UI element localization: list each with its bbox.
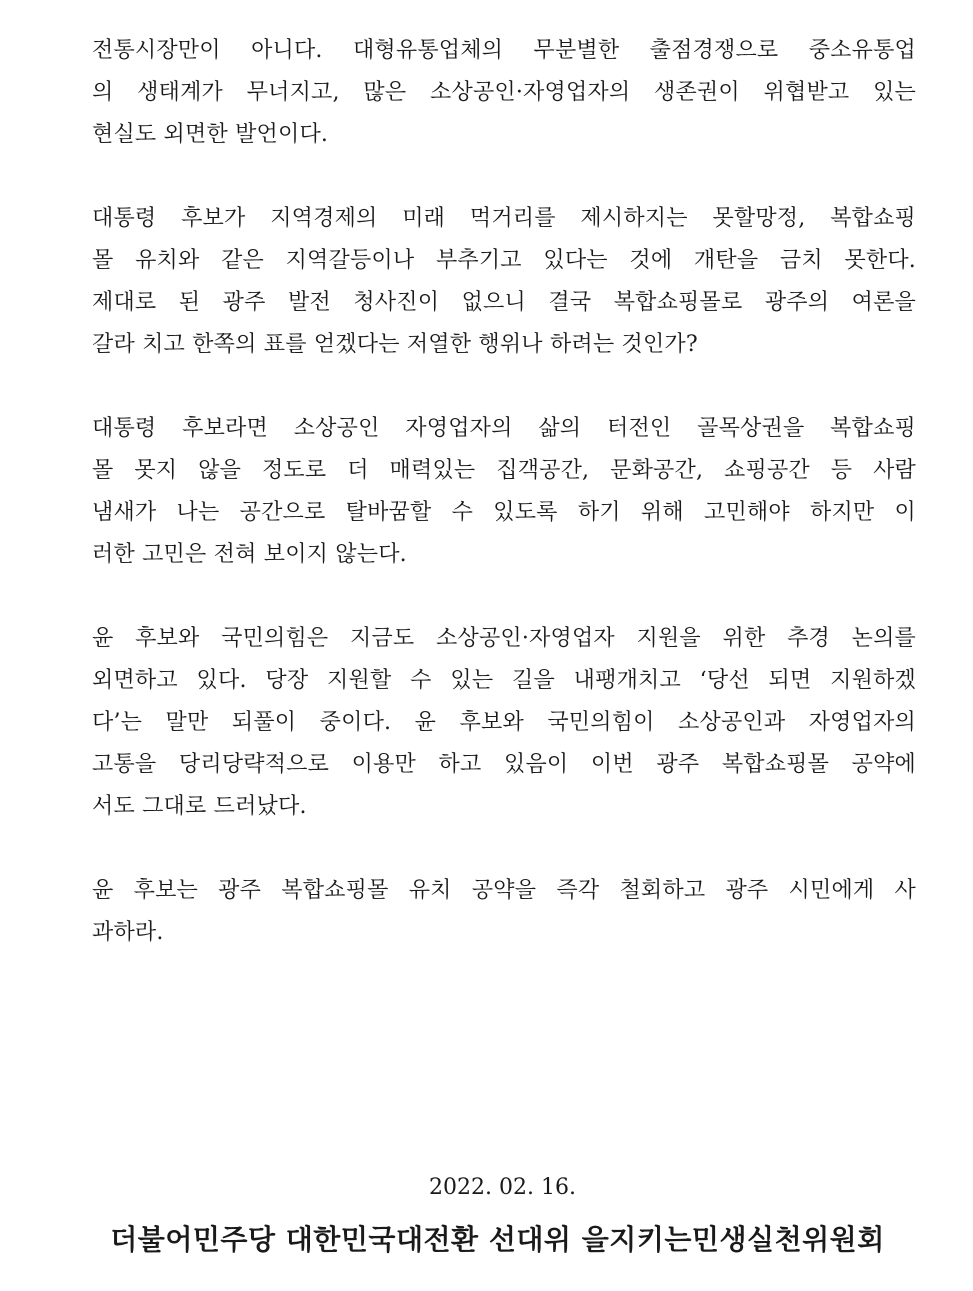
text-line: 대통령 후보라면 소상공인 자영업자의 삶의 터전인 골목상권을 복합쇼핑 [92, 416, 916, 441]
text-line: 몰 유치와 같은 지역갈등이나 부추기고 있다는 것에 개탄을 금치 못한다. [92, 248, 916, 273]
text-line: 몰 못지 않을 정도로 더 매력있는 집객공간, 문화공간, 쇼핑공간 등 사람 [92, 458, 916, 483]
paragraph-2 [92, 198, 916, 366]
text-line: 서도 그대로 드러났다. [92, 794, 307, 819]
text-line: 전통시장만이 아니다. 대형유통업체의 무분별한 출점경쟁으로 중소유통업 [92, 38, 916, 63]
text-line: 러한 고민은 전혀 보이지 않는다. [92, 542, 407, 567]
text-line: 냄새가 나는 공간으로 탈바꿈할 수 있도록 하기 위해 고민해야 하지만 이 [92, 500, 916, 525]
statement-date: 2022. 02. 16. [429, 1175, 576, 1200]
text-line: 대통령 후보가 지역경제의 미래 먹거리를 제시하지는 못할망정, 복합쇼핑 [92, 206, 916, 231]
text-line: 제대로 된 광주 발전 청사진이 없으니 결국 복합쇼핑몰로 광주의 여론을 [92, 290, 916, 315]
statement-body [92, 30, 916, 996]
text-line: 의 생태계가 무너지고, 많은 소상공인·자영업자의 생존권이 위협받고 있는 [92, 80, 916, 105]
paragraph-4 [92, 618, 916, 828]
text-line: 과하라. [92, 920, 164, 945]
paragraph-1 [92, 30, 916, 156]
text-line: 갈라 치고 한쪽의 표를 얻겠다는 저열한 행위나 하려는 것인가? [92, 332, 698, 357]
text-line: 외면하고 있다. 당장 지원할 수 있는 길을 내팽개치고 ‘당선 되면 지원하겠 [92, 668, 916, 693]
text-line: 현실도 외면한 발언이다. [92, 122, 329, 147]
issuer-signature: 더불어민주당 대한민국대전환 선대위 을지키는민생실천위원회 [110, 1223, 885, 1256]
text-line: 윤 후보와 국민의힘은 지금도 소상공인·자영업자 지원을 위한 추경 논의를 [92, 626, 916, 651]
paragraph-5 [92, 870, 916, 954]
paragraph-3 [92, 408, 916, 576]
text-line: 다’는 말만 되풀이 중이다. 윤 후보와 국민의힘이 소상공인과 자영업자의 [92, 710, 916, 735]
text-line: 윤 후보는 광주 복합쇼핑몰 유치 공약을 즉각 철회하고 광주 시민에게 사 [92, 878, 916, 903]
text-line: 고통을 당리당략적으로 이용만 하고 있음이 이번 광주 복합쇼핑몰 공약에 [92, 752, 916, 777]
